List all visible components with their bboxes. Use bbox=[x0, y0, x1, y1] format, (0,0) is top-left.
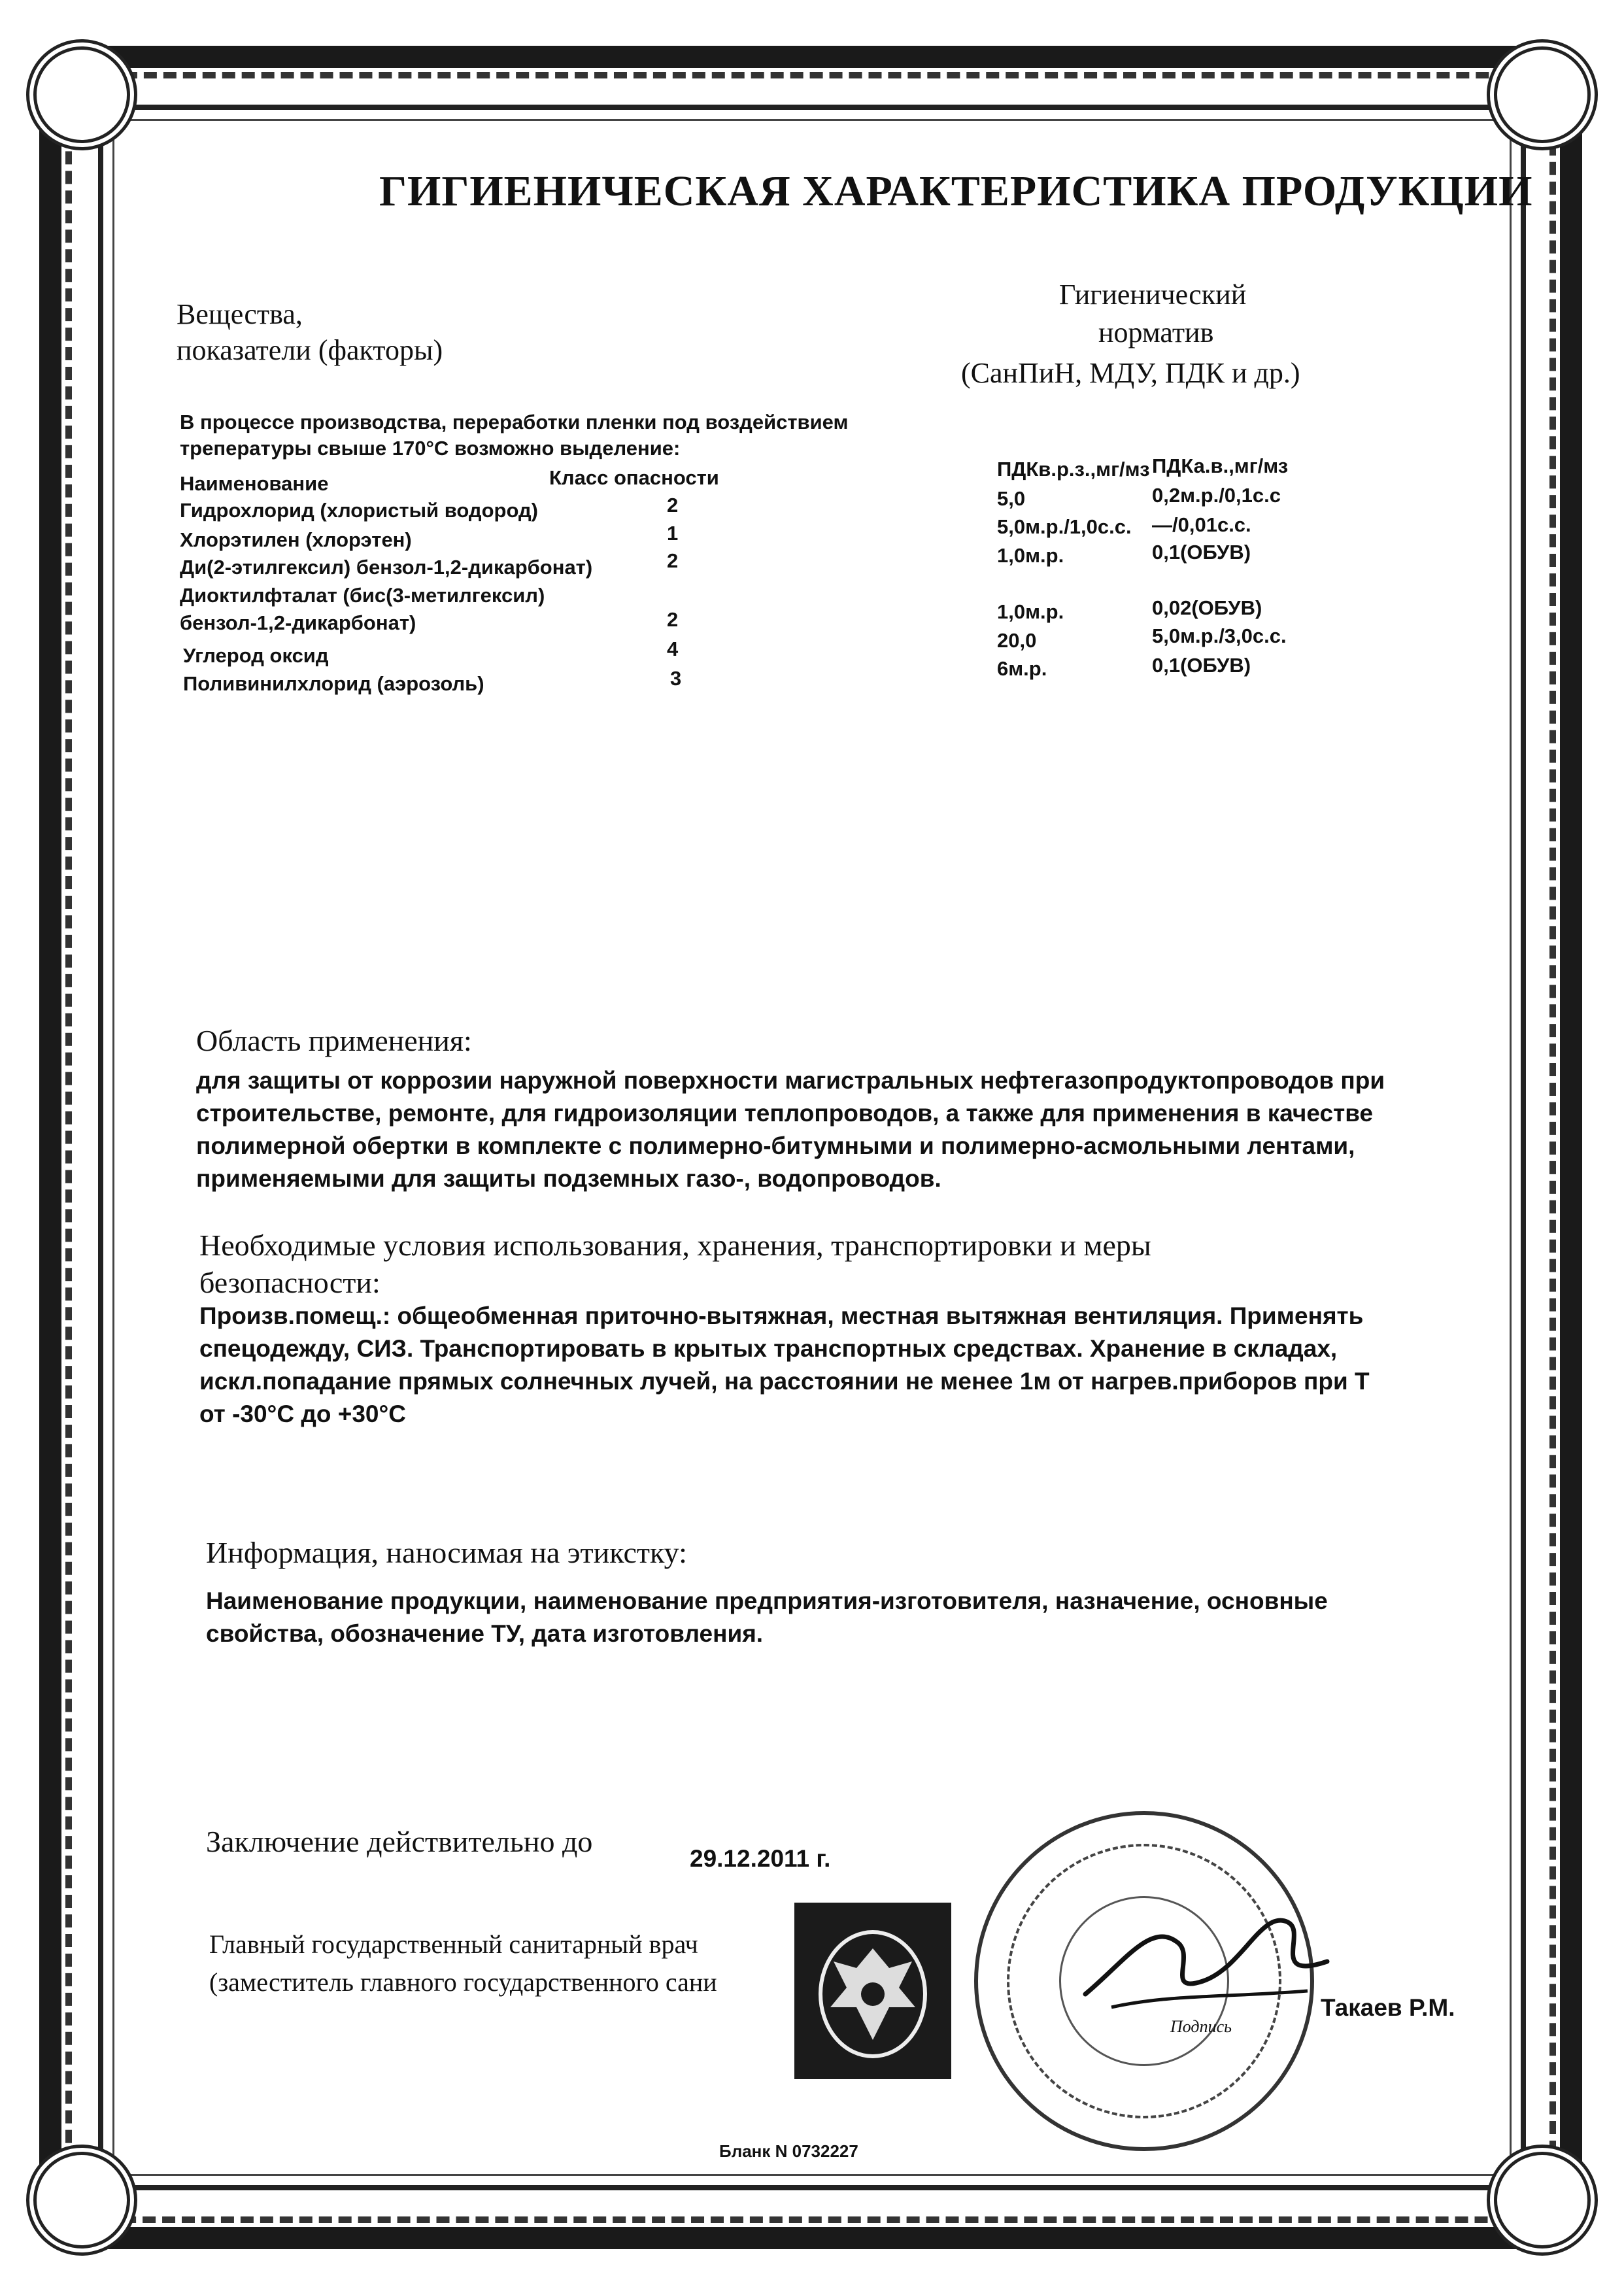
eagle-emblem-icon bbox=[794, 1903, 951, 2079]
conditions-line-4: от -30°С до +30°С bbox=[199, 1400, 406, 1427]
signer-title-line-2: (заместитель главного государственного сани bbox=[209, 1967, 717, 1997]
table-row-pdk-rz: 1,0м.р. bbox=[997, 544, 1064, 567]
table-row-name: бензол-1,2-дикарбонат) bbox=[180, 611, 416, 634]
table-row-pdk-rz: 1,0м.р. bbox=[997, 600, 1064, 623]
conditions-line-1: Произв.помещ.: общеобменная приточно-вытяжная, местная вытяжная вентиляция. Применять bbox=[199, 1302, 1364, 1329]
table-row-pdk-av: —/0,01с.с. bbox=[1152, 513, 1251, 536]
table-header-pdk-rz: ПДКв.р.з.,мг/мз bbox=[997, 458, 1150, 481]
scope-line-3: полимерной обертки в комплекте с полимерно-битумными и полимерно-асмольными лентами, bbox=[196, 1132, 1355, 1159]
table-header-class: Класс опасности bbox=[549, 466, 719, 489]
table-row-name: Углерод оксид bbox=[183, 644, 329, 667]
left-header-line-2: показатели (факторы) bbox=[177, 334, 443, 366]
signature-caption: Подпись bbox=[1170, 2017, 1232, 2036]
table-row-class: 2 bbox=[667, 549, 679, 572]
document-title: ГИГИЕНИЧЕСКАЯ ХАРАКТЕРИСТИКА ПРОДУКЦИИ bbox=[379, 167, 1533, 215]
table-header-pdk-av: ПДКа.в.,мг/мз bbox=[1152, 454, 1289, 477]
table-row-name: Гидрохлорид (хлористый водород) bbox=[180, 499, 538, 522]
table-row-pdk-av: 0,02(ОБУВ) bbox=[1152, 596, 1262, 619]
table-row-pdk-av: 0,1(ОБУВ) bbox=[1152, 541, 1251, 564]
label-info-line-2: свойства, обозначение ТУ, дата изготовления. bbox=[206, 1620, 764, 1647]
table-row-class: 3 bbox=[670, 667, 682, 690]
table-row-class: 2 bbox=[667, 608, 679, 631]
signer-title-line-1: Главный государственный санитарный врач bbox=[209, 1929, 698, 1959]
table-row-pdk-av: 0,1(ОБУВ) bbox=[1152, 654, 1251, 677]
table-row-pdk-rz: 20,0 bbox=[997, 629, 1037, 652]
corner-ornament-top-right bbox=[1487, 39, 1598, 150]
conditions-heading-line-1: Необходимые условия использования, хранения, транспортировки и меры bbox=[199, 1229, 1151, 1262]
scope-line-1: для защиты от коррозии наружной поверхности магистральных нефтегазопродуктопроводов при bbox=[196, 1067, 1385, 1094]
right-header-line-3: (СанПиН, МДУ, ПДК и др.) bbox=[961, 357, 1300, 389]
blank-number: Бланк N 0732227 bbox=[719, 2141, 858, 2161]
valid-until-date: 29.12.2011 г. bbox=[690, 1845, 831, 1872]
table-row-pdk-rz: 5,0 bbox=[997, 487, 1026, 510]
intro-line-1: В процессе производства, переработки пленки под воздействием bbox=[180, 411, 849, 433]
intro-line-2: трепературы свыше 170°С возможно выделение: bbox=[180, 437, 681, 460]
table-row-name: Хлорэтилен (хлорэтен) bbox=[180, 528, 412, 551]
label-info-heading: Информация, наносимая на этикстку: bbox=[206, 1536, 687, 1569]
conditions-line-2: спецодежду, СИЗ. Транспортировать в крытых транспортных средствах. Хранение в складах, bbox=[199, 1335, 1338, 1362]
corner-ornament-top-left bbox=[26, 39, 137, 150]
table-row-class: 1 bbox=[667, 522, 679, 545]
scope-line-4: применяемыми для защиты подземных газо-, водопроводов. bbox=[196, 1165, 941, 1192]
table-row-class: 4 bbox=[667, 637, 679, 660]
right-header-line-2: норматив bbox=[1098, 316, 1214, 348]
table-row-pdk-rz: 5,0м.р./1,0с.с. bbox=[997, 515, 1132, 538]
signer-name: Такаев Р.М. bbox=[1321, 1994, 1455, 2021]
corner-ornament-bottom-right bbox=[1487, 2145, 1598, 2256]
state-emblem-image bbox=[794, 1903, 951, 2079]
table-row-pdk-rz: 6м.р. bbox=[997, 657, 1047, 680]
scope-line-2: строительстве, ремонте, для гидроизоляции теплопроводов, а также для применения в качестве bbox=[196, 1100, 1374, 1127]
table-row-name: Поливинилхлорид (аэрозоль) bbox=[183, 672, 484, 695]
table-row-class: 2 bbox=[667, 494, 679, 517]
corner-ornament-bottom-left bbox=[26, 2145, 137, 2256]
table-row-name: Диоктилфталат (бис(3-метилгексил) bbox=[180, 584, 545, 607]
table-row-name: Ди(2-этилгексил) бензол-1,2-дикарбонат) bbox=[180, 556, 593, 579]
right-header-line-1: Гигиенический bbox=[1059, 279, 1247, 311]
left-header-line-1: Вещества, bbox=[177, 298, 303, 330]
table-row-pdk-av: 0,2м.р./0,1с.с bbox=[1152, 484, 1281, 507]
table-row-pdk-av: 5,0м.р./3,0с.с. bbox=[1152, 624, 1287, 647]
scope-heading: Область применения: bbox=[196, 1024, 472, 1057]
conditions-line-3: искл.попадание прямых солнечных лучей, на расстоянии не менее 1м от нагрев.приборов при Т bbox=[199, 1368, 1370, 1395]
handwritten-signature bbox=[1072, 1883, 1347, 2027]
label-info-line-1: Наименование продукции, наименование предприятия-изготовителя, назначение, основные bbox=[206, 1587, 1328, 1614]
conditions-heading-line-2: безопасности: bbox=[199, 1266, 381, 1299]
table-header-name: Наименование bbox=[180, 472, 329, 495]
valid-until-label: Заключение действительно до bbox=[206, 1825, 593, 1858]
